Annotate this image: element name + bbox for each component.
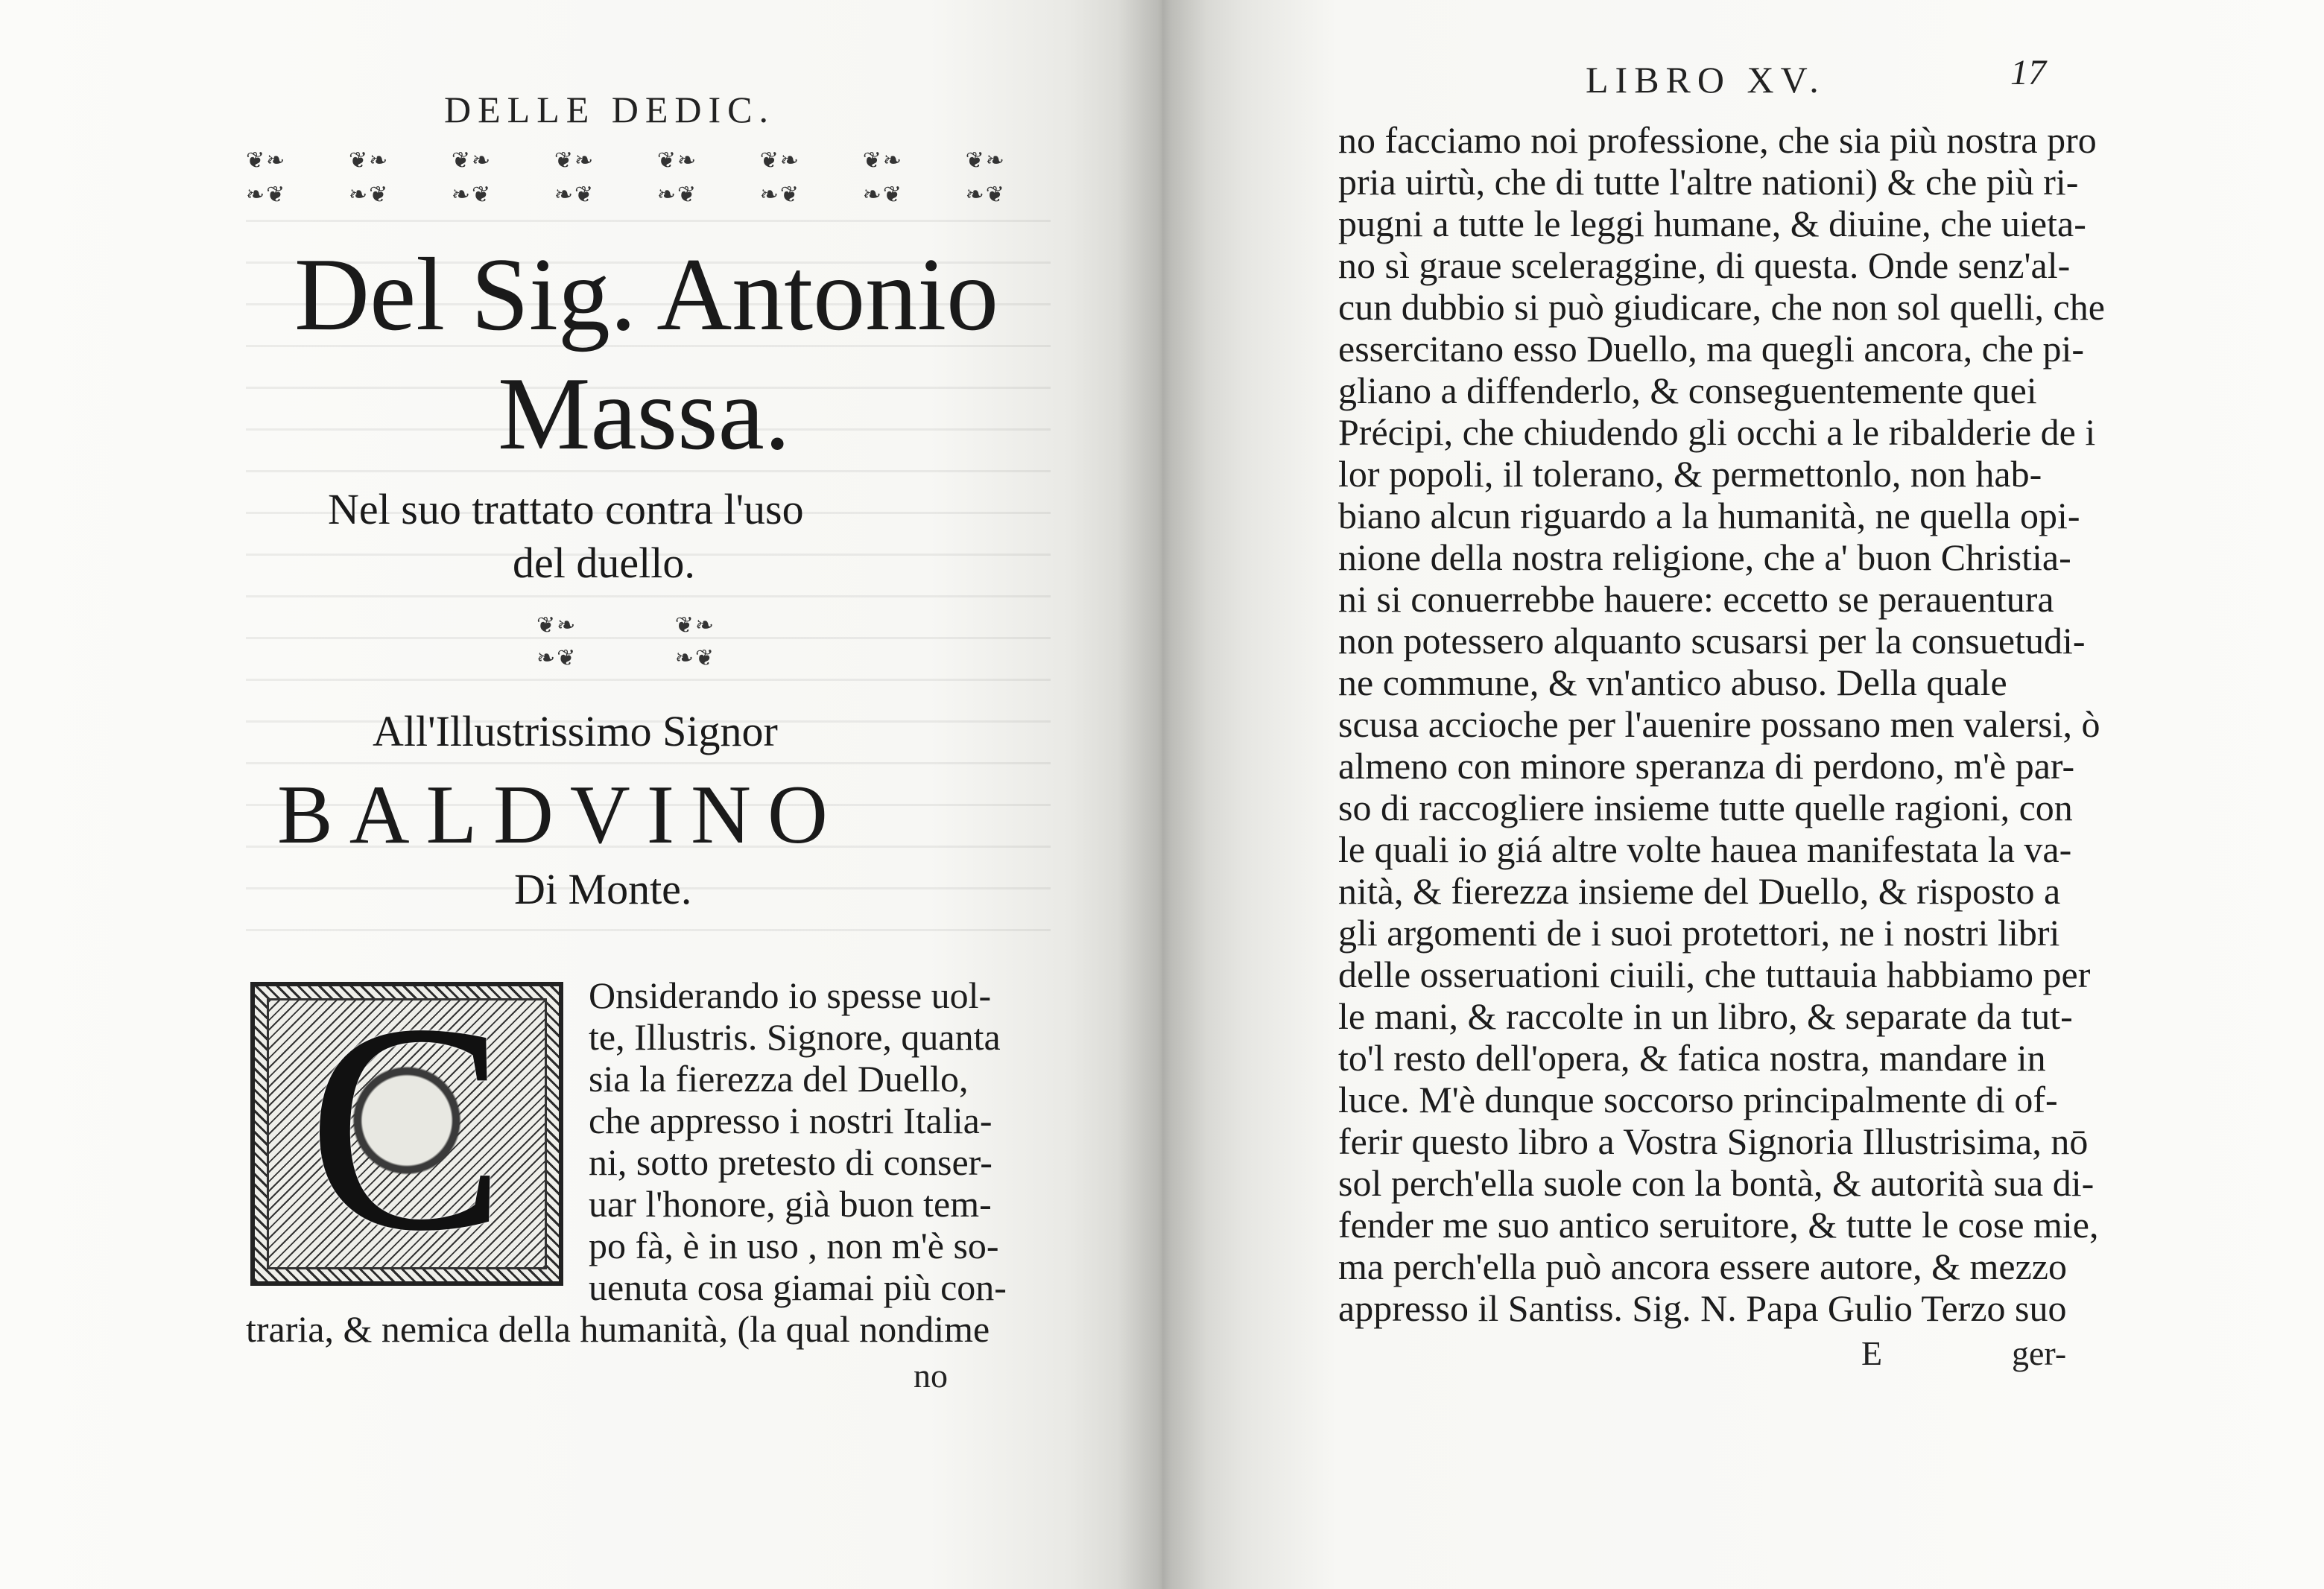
body-line: ferir questo libro a Vostra Signoria Illustrisima, nō <box>1338 1120 2089 1162</box>
body-line: pria uirtù, che di tutte l'altre nationi) & che più ri- <box>1338 161 2079 203</box>
body-line: uenuta cosa giamai più con- <box>589 1266 1007 1308</box>
body-line: no facciamo noi professione, che sia più nostra pro <box>1338 119 2097 161</box>
ornament-small-bottom <box>536 645 715 671</box>
body-line: cun dubbio si può giudicare, che non sol quelli, che <box>1338 286 2105 328</box>
ornament-glyph: ❦❧ <box>656 148 698 174</box>
body-line: essercitano esso Duello, ma quegli ancora, che pi- <box>1338 328 2085 370</box>
ornament-glyph: ❧❦ <box>674 645 715 671</box>
ornament-glyph: ❦❧ <box>451 148 493 174</box>
body-line: appresso il Santiss. Sig. N. Papa Gulio Terzo suo <box>1338 1287 2067 1329</box>
ornament-glyph: ❦❧ <box>348 148 390 174</box>
body-line: to'l resto dell'opera, & fatica nostra, mandare in <box>1338 1037 2046 1079</box>
ornament-glyph: ❦❧ <box>554 148 595 174</box>
ornament-glyph: ❧❦ <box>451 182 493 208</box>
body-line: traria, & nemica della humanità, (la qual nondime <box>246 1308 990 1350</box>
body-line: gliano a diffenderlo, & conseguentemente quei <box>1338 370 2037 411</box>
ornament-glyph: ❦❧ <box>246 148 287 174</box>
body-line: so di raccogliere insieme tutte quelle ragioni, con <box>1338 787 2073 828</box>
ornament-glyph: ❦❧ <box>536 612 577 638</box>
body-line: nità, & fierezza insieme del Duello, & risposto a <box>1338 870 2061 912</box>
decorated-initial <box>250 982 563 1286</box>
body-line: nione della nostra religione, che a' buon Christia- <box>1338 536 2071 578</box>
book-gutter-shadow <box>1118 0 1207 1589</box>
body-line: lor popoli, il tolerano, & permettonlo, non hab- <box>1338 453 2042 495</box>
body-line: Précipi, che chiudendo gli occhi a le ribalderie de i <box>1338 411 2096 453</box>
body-line: gli argomenti de i suoi protettori, ne i nostri libri <box>1338 912 2060 954</box>
ornament-glyph: ❧❦ <box>965 182 1006 208</box>
ornament-glyph: ❧❦ <box>536 645 577 671</box>
body-line: uar l'honore, già buon tem- <box>589 1183 992 1225</box>
right-page <box>1162 0 2324 1589</box>
body-line: le quali io giá altre volte hauea manifestata la va- <box>1338 828 2072 870</box>
body-line: po fà, è in uso , non m'è so- <box>589 1225 999 1266</box>
subtitle-line-2: del duello. <box>513 539 695 587</box>
ornament-glyph: ❧❦ <box>862 182 903 208</box>
ornament-glyph: ❧❦ <box>554 182 595 208</box>
body-line: le mani, & raccolte in un libro, & separate da tut- <box>1338 995 2073 1037</box>
body-line: ma perch'ella può ancora essere autore, & mezzo <box>1338 1246 2067 1287</box>
ornament-band-top <box>246 148 1006 174</box>
body-line: ni, sotto pretesto di conser- <box>589 1141 992 1183</box>
running-head-right: LIBRO XV. <box>1586 59 1826 101</box>
body-line: te, Illustris. Signore, quanta <box>589 1016 1001 1058</box>
ornament-glyph: ❦❧ <box>674 612 715 638</box>
body-line: sol perch'ella suole con la bontà, & autorità sua di- <box>1338 1162 2095 1204</box>
ornament-glyph: ❧❦ <box>759 182 801 208</box>
body-line: almeno con minore speranza di perdono, m'è par- <box>1338 745 2075 787</box>
body-line: pugni a tutte le leggi humane, & diuine, che uieta- <box>1338 203 2086 244</box>
ornament-glyph: ❦❧ <box>965 148 1006 174</box>
title-line-2: Massa. <box>498 356 791 472</box>
running-head-left: DELLE DEDIC. <box>444 89 776 130</box>
body-line: Onsiderando io spesse uol- <box>589 974 992 1016</box>
ornament-glyph: ❦❧ <box>759 148 801 174</box>
ornament-glyph: ❧❦ <box>246 182 287 208</box>
body-line: sia la fierezza del Duello, <box>589 1058 969 1100</box>
body-line: scusa accioche per l'auenire possano men valersi, ò <box>1338 703 2100 745</box>
title-line-1: Del Sig. Antonio <box>294 237 999 352</box>
dedicatee-line-2: Di Monte. <box>514 865 692 913</box>
dedicatee-name: BALDVINO <box>277 769 844 861</box>
body-line: delle osseruationi ciuili, che tuttauia habbiamo per <box>1338 954 2091 995</box>
ornament-band-bottom <box>246 182 1006 208</box>
dedication-line: All'Illustrissimo Signor <box>373 707 778 755</box>
ornament-glyph: ❧❦ <box>656 182 698 208</box>
catchword-right: ger- <box>2012 1334 2067 1372</box>
body-line: ni si conuerrebbe hauere: eccetto se perauentura <box>1338 578 2054 620</box>
body-line: fender me suo antico seruitore, & tutte le cose mie, <box>1338 1204 2099 1246</box>
catchword-left: no <box>914 1357 948 1395</box>
subtitle-line-1: Nel suo trattato contra l'uso <box>328 485 804 533</box>
body-line: non potessero alquanto scusarsi per la consuetudi- <box>1338 620 2086 662</box>
body-line: luce. M'è dunque soccorso principalmente di of- <box>1338 1079 2058 1120</box>
body-line: che appresso i nostri Italia- <box>589 1100 992 1141</box>
ornament-glyph: ❦❧ <box>862 148 903 174</box>
body-line: biano alcun riguardo a la humanità, ne quella opi- <box>1338 495 2080 536</box>
body-line: ne commune, & vn'antico abuso. Della quale <box>1338 662 2007 703</box>
body-line: no sì graue sceleraggine, di questa. Onde senz'al- <box>1338 244 2071 286</box>
signature-mark: E <box>1861 1334 1883 1372</box>
initial-letter: C <box>307 982 507 1286</box>
ornament-small-top <box>536 612 715 638</box>
ornament-glyph: ❧❦ <box>348 182 390 208</box>
page-number: 17 <box>2010 53 2046 92</box>
